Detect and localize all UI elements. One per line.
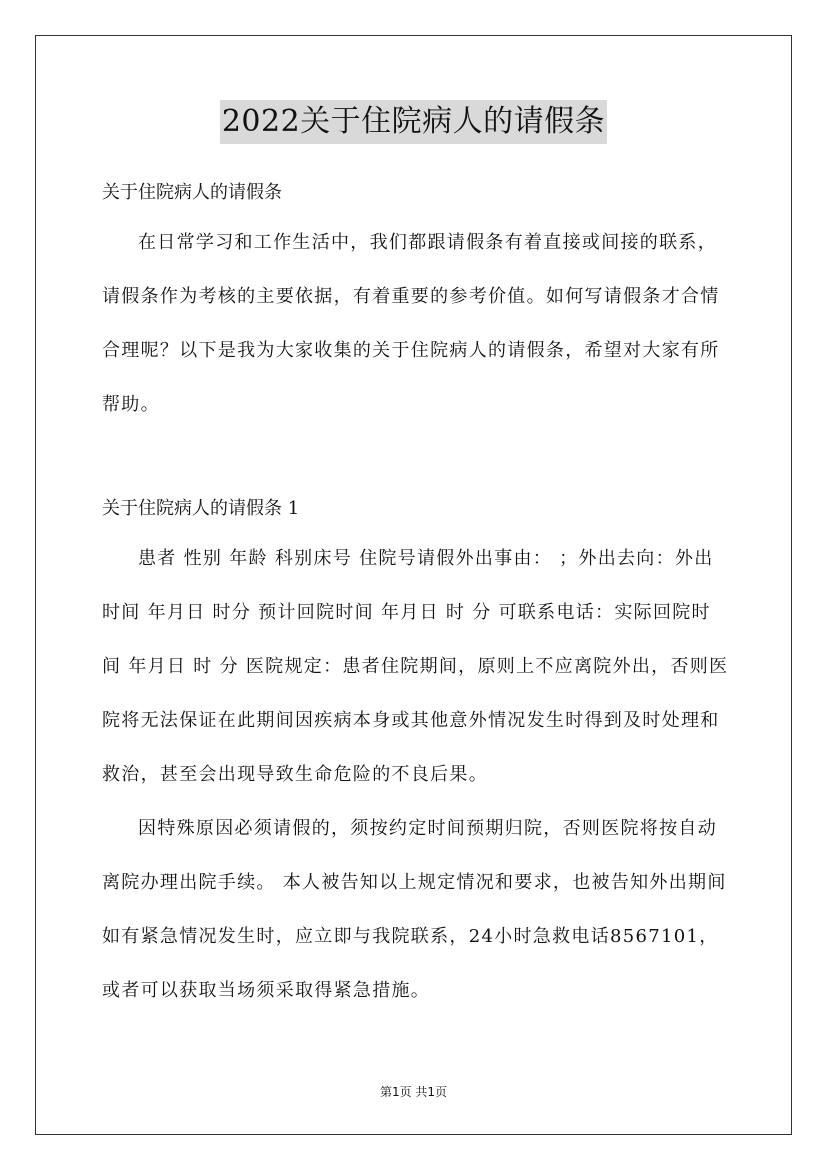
document-title: 2022关于住院病人的请假条: [220, 100, 607, 144]
rules-paragraph: 因特殊原因必须请假的，须按约定时间预期归院，否则医院将按自动离院办理出院手续。 本人被告知以上规定情况和要求，也被告知外出期间如有紧急情况发生时，应立即与我院联系，24小时急救电话8567101，或者可以获取当场须采取得紧急措施。: [102, 818, 727, 1001]
document-body: [102, 170, 730, 1018]
intro-paragraph: 在日常学习和工作生活中，我们都跟请假条有着直接或间接的联系，请假条作为考核的主要依据，有着重要的参考价值。如何写请假条才合情合理呢？以下是我为大家收集的关于住院病人的请假条，希望对大家有所帮助。: [102, 232, 720, 415]
spacer: [102, 432, 730, 486]
page-footer: 第1页 共1页: [379, 1085, 448, 1099]
leave-details-paragraph: 患者 性别 年龄 科别床号 住院号请假外出事由： ；外出去向：外出时间 年月日 时分 预计回院时间 年月日 时 分 可联系电话：实际回院时间 年月日 时 分 医院规定：患者住院期间，原则上不应离院外出，否则医院将无法保证在此期间因疾病本身或其他意外情况发生时得到及时处理和救治，甚至会出现导致生命危险的不良后果。: [102, 548, 729, 785]
section-heading: 关于住院病人的请假条: [102, 182, 282, 203]
section-heading-1: 关于住院病人的请假条 1: [102, 498, 300, 519]
title-container: [0, 100, 827, 144]
